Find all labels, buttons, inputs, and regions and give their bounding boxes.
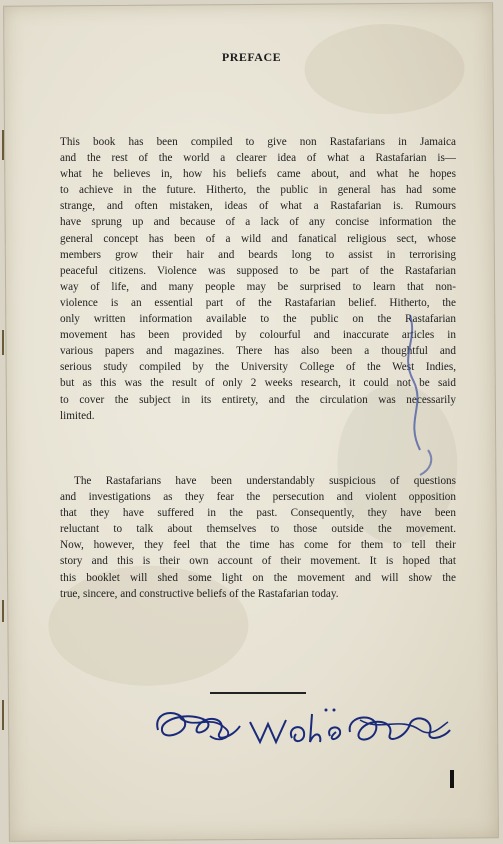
binding-stitch xyxy=(2,700,12,730)
text-line: to cover the subject in its entirety, and the circulation was necessarily xyxy=(60,393,456,406)
pen-marking-icon xyxy=(380,310,440,480)
binding-stitch xyxy=(2,130,12,160)
text-line: way of life, and many people may be surprised to learn that non- xyxy=(60,280,456,293)
text-line: and investigations as they fear the persecution and violent opposition xyxy=(60,491,456,504)
text-line: to achieve in the future. Hitherto, the public in general has had some xyxy=(60,184,456,197)
text-line: story and this is their own account of their movement. It is hoped that xyxy=(60,555,456,568)
text-line: have sprung up and because of a lack of any concise information the xyxy=(60,216,456,229)
text-line: This book has been compiled to give non Rastafarians in Jamaica xyxy=(60,136,456,148)
text-line: true, sincere, and constructive beliefs of the Rastafarian today. xyxy=(60,587,339,600)
paper-stain xyxy=(304,24,465,115)
text-line: violence is an essential part of the Rastafarian belief. Hitherto, the xyxy=(60,296,456,309)
text-line: what he believes in, how his beliefs came about, and what he hopes xyxy=(60,168,456,181)
text-line: various papers and magazines. There has also been a thoughtful and xyxy=(60,345,456,358)
text-line: The Rastafarians have been understandably suspicious of questions xyxy=(74,475,456,487)
text-line: only written information available to the public on the Rastafarian xyxy=(60,313,456,326)
page-mark xyxy=(450,770,454,788)
text-line: peaceful citizens. Violence was supposed to be part of the Rastafarian xyxy=(60,264,456,277)
text-line: members grow their hair and beards long to assist in terrorising xyxy=(60,248,456,261)
text-line: serious study compiled by the University College of the West Indies, xyxy=(60,361,456,374)
text-line: but as this was the result of only 2 weeks research, it could not be said xyxy=(60,377,456,390)
preface-paragraph-2 xyxy=(60,473,456,602)
binding-stitch xyxy=(2,330,12,355)
handwritten-signature xyxy=(150,700,460,755)
text-line: movement has been provided by colourful and inaccurate articles in xyxy=(60,329,456,342)
text-line: this booklet will shed some light on the movement and will show the xyxy=(60,571,456,584)
text-line: that they have suffered in the past. Consequently, they have been xyxy=(60,507,456,520)
text-line: strange, and often mistaken, ideas of what a Rastafarian is. Rumours xyxy=(60,200,456,213)
divider-line xyxy=(210,692,306,694)
text-line: reluctant to talk about themselves to those outside the movement. xyxy=(60,523,456,536)
page-title: PREFACE xyxy=(221,50,282,64)
binding-stitch xyxy=(2,600,12,622)
text-line: Now, however, they feel that the time has come for them to tell their xyxy=(60,539,456,552)
text-line: general concept has been of a wild and fanatical religious sect, whose xyxy=(60,232,456,245)
text-line: and the rest of the world a clearer idea of what a Rastafarian is— xyxy=(60,152,456,165)
text-line: limited. xyxy=(60,409,95,422)
